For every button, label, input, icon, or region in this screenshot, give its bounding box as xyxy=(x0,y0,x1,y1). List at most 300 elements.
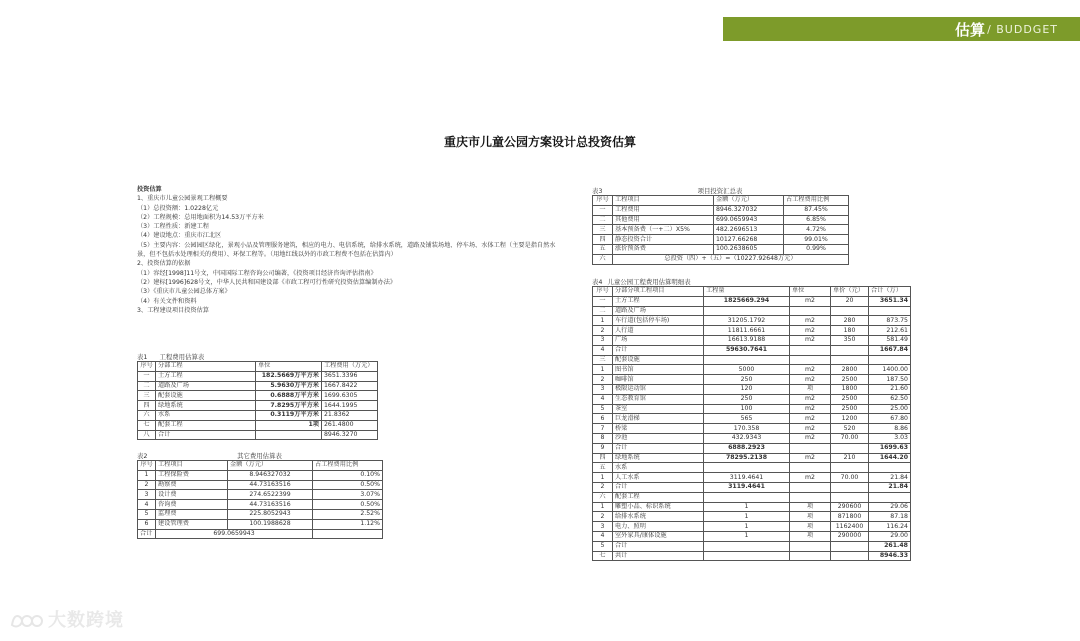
table-cell: 6 xyxy=(138,519,156,529)
table-cell: m2 xyxy=(790,414,831,424)
table-row xyxy=(138,500,383,510)
table-cell: 极限运动馆 xyxy=(613,384,704,394)
table-row xyxy=(138,381,378,391)
table-cell: 290600 xyxy=(831,502,869,512)
table-cell: 2 xyxy=(593,326,613,336)
table4-label: 表4 xyxy=(592,278,603,286)
table-cell: 1800 xyxy=(831,384,869,394)
table-cell: 道路及广场 xyxy=(613,306,704,316)
banner-subtitle: / BUDDGET xyxy=(987,22,1058,36)
table-row xyxy=(593,365,911,375)
table-cell: 图书馆 xyxy=(613,365,704,375)
table-cell: 五 xyxy=(593,463,613,473)
intro-line: （2）建标[1996]628号文，中华人民共和国建设部《市政工程可行性研究投资估算编制办法》 xyxy=(137,278,397,286)
table-cell: 7.8295万平方米 xyxy=(256,401,322,411)
table-cell: 人工水系 xyxy=(613,473,704,483)
table-cell: 咨询费 xyxy=(156,500,228,510)
table-cell: 3119.4641 xyxy=(704,473,790,483)
intro-line: （3）工程性质：新建工程 xyxy=(137,223,209,231)
table-cell: 699.0659943 xyxy=(714,215,784,225)
table-cell: 187.50 xyxy=(869,375,911,385)
table-header-row xyxy=(593,287,911,297)
table2-caption xyxy=(137,451,382,460)
table-cell: 项 xyxy=(790,531,831,541)
table-cell: 3 xyxy=(593,335,613,345)
table-cell: 1644.1995 xyxy=(322,401,378,411)
watermark-text: 大数跨境 xyxy=(48,610,124,631)
table-cell: 1 xyxy=(704,531,790,541)
table-cell: 5.9630万平方米 xyxy=(256,381,322,391)
table-cell: 31205.1792 xyxy=(704,316,790,326)
table-cell: 桥梁 xyxy=(613,424,704,434)
table-cell: 绿地系统 xyxy=(613,453,704,463)
column-header: 金额（万元） xyxy=(714,196,784,206)
table-total-row xyxy=(138,529,383,539)
table-cell: 210 xyxy=(831,453,869,463)
table-cell: 170.358 xyxy=(704,424,790,434)
table-cell: 2 xyxy=(593,482,613,492)
table-cell: 广场 xyxy=(613,335,704,345)
column-header: 序号 xyxy=(593,287,613,297)
table1-title: 工程费用估算表 xyxy=(159,353,205,361)
table-cell: 四 xyxy=(138,401,156,411)
table-cell: 212.61 xyxy=(869,326,911,336)
watermark xyxy=(10,606,124,632)
table-row xyxy=(593,551,911,561)
table-cell xyxy=(790,492,831,502)
table-row xyxy=(138,391,378,401)
table-cell: 520 xyxy=(831,424,869,434)
table-row xyxy=(138,490,383,500)
table-cell xyxy=(790,541,831,551)
table-cell: 3.03 xyxy=(869,433,911,443)
table-cell: 设计费 xyxy=(156,490,228,500)
table-cell: m2 xyxy=(790,433,831,443)
table-cell xyxy=(869,463,911,473)
table-cell: 565 xyxy=(704,414,790,424)
table-cell: 5 xyxy=(593,404,613,414)
table-cell: 873.75 xyxy=(869,316,911,326)
table-row xyxy=(593,306,911,316)
table-cell: 室外家具/康体设施 xyxy=(613,531,704,541)
table-cell: 2500 xyxy=(831,404,869,414)
column-header: 合计（万） xyxy=(869,287,911,297)
other-cost-table xyxy=(137,460,383,539)
table-row xyxy=(593,235,849,245)
table-cell: 0.3119万平方米 xyxy=(256,410,322,420)
table-cell xyxy=(256,430,322,440)
table-cell xyxy=(869,306,911,316)
table-cell: 0.50% xyxy=(313,500,383,510)
intro-line: （2）工程规模：总用地面积为14.53万平方米 xyxy=(137,213,264,221)
table-cell: 茶室 xyxy=(613,404,704,414)
table-cell: 配套工程 xyxy=(613,492,704,502)
table-cell: 咖啡馆 xyxy=(613,375,704,385)
table2-label: 表2 xyxy=(137,452,148,460)
table-cell: 2 xyxy=(593,512,613,522)
column-header: 工程项目 xyxy=(156,461,228,471)
table-row xyxy=(593,244,849,254)
table-cell: 八 xyxy=(138,430,156,440)
table-cell: 5 xyxy=(593,541,613,551)
table-cell: 配套工程 xyxy=(156,420,256,430)
table-cell: 250 xyxy=(704,394,790,404)
table-cell: 3651.34 xyxy=(869,296,911,306)
table-cell: 2 xyxy=(593,375,613,385)
intro-line: 1、重庆市儿童公园景观工程概要 xyxy=(137,195,228,203)
table-cell: 120 xyxy=(704,384,790,394)
table-cell xyxy=(790,306,831,316)
table-row xyxy=(593,433,911,443)
table-cell: 工程费用 xyxy=(613,205,714,215)
table-cell: 8946.3270 xyxy=(322,430,378,440)
table-cell: 基本预备费（一+二）X5% xyxy=(613,225,714,235)
table-cell: 土方工程 xyxy=(613,296,704,306)
table-cell xyxy=(704,551,790,561)
table-row xyxy=(593,453,911,463)
table-cell: 0.10% xyxy=(313,470,383,480)
banner-title: 估算 xyxy=(955,20,986,39)
column-header: 占工程费用比例 xyxy=(313,461,383,471)
table-cell xyxy=(869,355,911,365)
table-cell xyxy=(790,482,831,492)
table-cell: 六 xyxy=(593,492,613,502)
table-cell xyxy=(831,463,869,473)
table-cell: 1 xyxy=(704,502,790,512)
table-row xyxy=(593,463,911,473)
table3-caption xyxy=(592,186,848,195)
table3-label: 表3 xyxy=(592,187,603,195)
table-row xyxy=(593,316,911,326)
table-cell: 1699.6305 xyxy=(322,391,378,401)
table-cell: 一 xyxy=(593,296,613,306)
table-cell: 100.2638605 xyxy=(714,244,784,254)
table-row xyxy=(593,492,911,502)
table-cell: 8.946327032 xyxy=(228,470,313,480)
table-cell: 116.24 xyxy=(869,522,911,532)
table-cell: 生态教育馆 xyxy=(613,394,704,404)
table-cell: m2 xyxy=(790,365,831,375)
table-cell: 482.2696513 xyxy=(714,225,784,235)
table-row xyxy=(593,384,911,394)
table-cell: 1项 xyxy=(256,420,322,430)
table-cell: 1 xyxy=(593,316,613,326)
table-cell: 配套设施 xyxy=(156,391,256,401)
table-row xyxy=(593,443,911,453)
table-cell: 225.8052943 xyxy=(228,509,313,519)
table-cell: 21.84 xyxy=(869,473,911,483)
table-cell: 2500 xyxy=(831,394,869,404)
table-row xyxy=(138,470,383,480)
table-cell: 6888.2923 xyxy=(704,443,790,453)
table-row xyxy=(593,225,849,235)
table-cell: 290000 xyxy=(831,531,869,541)
column-header: 单位 xyxy=(256,362,322,372)
table-header-row xyxy=(138,362,378,372)
table-cell: 432.9343 xyxy=(704,433,790,443)
table-cell: 共计 xyxy=(613,551,704,561)
table-cell: 1 xyxy=(593,473,613,483)
table-row xyxy=(138,430,378,440)
table-cell: 4 xyxy=(138,500,156,510)
table-cell: 21.84 xyxy=(869,482,911,492)
table-cell: 3 xyxy=(593,522,613,532)
table-row xyxy=(593,502,911,512)
table-cell xyxy=(869,492,911,502)
table-cell xyxy=(704,541,790,551)
table-cell: 0.50% xyxy=(313,480,383,490)
table-cell: 100.1988628 xyxy=(228,519,313,529)
intro-line: （4）建设地点：重庆市江北区 xyxy=(137,232,222,240)
table-cell: 3651.3396 xyxy=(322,371,378,381)
table-cell xyxy=(790,345,831,355)
table-cell: 9 xyxy=(593,443,613,453)
table-cell xyxy=(704,492,790,502)
table-cell: 3 xyxy=(138,490,156,500)
intro-line: （1）总投资额：1.0228亿元 xyxy=(137,204,219,212)
table-cell: 其他费用 xyxy=(613,215,714,225)
table4-caption xyxy=(592,277,910,286)
table-cell: 1667.84 xyxy=(869,345,911,355)
table-cell: 4 xyxy=(593,531,613,541)
cost-detail-table xyxy=(592,286,911,561)
table-row xyxy=(593,531,911,541)
table-cell: 三 xyxy=(593,355,613,365)
watermark-logo-icon xyxy=(10,607,44,631)
table-cell: 合计 xyxy=(613,482,704,492)
table-cell: 绿地系统 xyxy=(156,401,256,411)
column-header: 序号 xyxy=(138,461,156,471)
table2-title: 其它费用估算表 xyxy=(237,452,282,460)
table-cell: 2 xyxy=(138,480,156,490)
table-cell: 工程保险费 xyxy=(156,470,228,480)
table-cell: 871800 xyxy=(831,512,869,522)
table-cell: 5 xyxy=(138,509,156,519)
table-cell: 87.18 xyxy=(869,512,911,522)
table-cell: 项 xyxy=(790,512,831,522)
table-cell: 21.8362 xyxy=(322,410,378,420)
table-cell: 7 xyxy=(593,424,613,434)
table-row xyxy=(593,296,911,306)
table-cell: 水系 xyxy=(613,463,704,473)
table-cell: 100 xyxy=(704,404,790,414)
table-cell: 21.60 xyxy=(869,384,911,394)
table-row xyxy=(593,473,911,483)
table1-caption xyxy=(137,352,377,361)
table-cell: 2.52% xyxy=(313,509,383,519)
table-cell: 项 xyxy=(790,384,831,394)
table-row xyxy=(593,404,911,414)
table-cell: m2 xyxy=(790,394,831,404)
table-cell: 1 xyxy=(138,470,156,480)
table-cell: 涨价预备费 xyxy=(613,244,714,254)
table-cell: 70.00 xyxy=(831,433,869,443)
table-cell: 1 xyxy=(704,512,790,522)
table-cell: 182.5669万平方米 xyxy=(256,371,322,381)
intro-text xyxy=(137,185,557,315)
engineering-cost-table xyxy=(137,361,378,440)
total-number: 六 xyxy=(593,254,613,264)
table-cell: 67.80 xyxy=(869,414,911,424)
column-header: 序号 xyxy=(593,196,613,206)
table-cell: 581.49 xyxy=(869,335,911,345)
table-row xyxy=(138,420,378,430)
table-row xyxy=(593,326,911,336)
table-cell: 59630.7641 xyxy=(704,345,790,355)
table-row xyxy=(593,541,911,551)
table-cell: m2 xyxy=(790,473,831,483)
table-cell xyxy=(790,443,831,453)
table-cell: 人行道 xyxy=(613,326,704,336)
table-cell: 三 xyxy=(593,225,613,235)
table4-title: 儿童公园工程费用估算明细表 xyxy=(607,278,691,286)
table-cell: 电力、照明 xyxy=(613,522,704,532)
intro-line: （3）《重庆市儿童公园总体方案》 xyxy=(137,288,231,296)
table-cell: 建设管理费 xyxy=(156,519,228,529)
table-cell: 合计 xyxy=(613,443,704,453)
table-cell: 土方工程 xyxy=(156,371,256,381)
table-row xyxy=(138,509,383,519)
table-cell: 10127.66268 xyxy=(714,235,784,245)
table-cell xyxy=(704,463,790,473)
column-header: 金额（万元） xyxy=(228,461,313,471)
table-cell: 0.6888万平方米 xyxy=(256,391,322,401)
table-row xyxy=(138,480,383,490)
table-cell: 静态投资合计 xyxy=(613,235,714,245)
table-cell: 二 xyxy=(593,306,613,316)
table-cell: 五 xyxy=(593,244,613,254)
table-cell: 四 xyxy=(593,453,613,463)
table-cell: 项 xyxy=(790,522,831,532)
column-header: 工程量 xyxy=(704,287,790,297)
table-cell: 62.50 xyxy=(869,394,911,404)
table-cell xyxy=(831,541,869,551)
table-cell: 1162400 xyxy=(831,522,869,532)
table-cell xyxy=(831,443,869,453)
table-cell: 4.72% xyxy=(784,225,849,235)
table-cell: 11811.6661 xyxy=(704,326,790,336)
column-header: 占工程费用比例 xyxy=(784,196,849,206)
table-cell xyxy=(704,306,790,316)
table-cell: m2 xyxy=(790,296,831,306)
table-cell: 8946.33 xyxy=(869,551,911,561)
table-cell: 合计 xyxy=(613,345,704,355)
table-cell: m2 xyxy=(790,453,831,463)
table-cell: m2 xyxy=(790,316,831,326)
intro-line: 3、工程建设项目投资估算 xyxy=(137,306,209,314)
table3-title: 项目投资汇总表 xyxy=(697,187,743,195)
column-header: 分部工程 xyxy=(156,362,256,372)
table-cell: m2 xyxy=(790,326,831,336)
column-header: 工程项目 xyxy=(613,196,714,206)
table-cell xyxy=(831,492,869,502)
table-cell: 6 xyxy=(593,414,613,424)
table-cell: 280 xyxy=(831,316,869,326)
table-row xyxy=(593,345,911,355)
table-cell: 1825669.294 xyxy=(704,296,790,306)
table-cell: 1699.63 xyxy=(869,443,911,453)
table-cell: 1644.20 xyxy=(869,453,911,463)
table-cell: 16613.9188 xyxy=(704,335,790,345)
table-cell: 78295.2138 xyxy=(704,453,790,463)
table-cell: 1400.00 xyxy=(869,365,911,375)
column-header: 单价（元） xyxy=(831,287,869,297)
table-cell: 监理费 xyxy=(156,509,228,519)
table-cell: 水系 xyxy=(156,410,256,420)
table-cell: 87.45% xyxy=(784,205,849,215)
table-cell: 合计 xyxy=(613,541,704,551)
table-row xyxy=(593,355,911,365)
table-cell xyxy=(790,551,831,561)
table-cell: 180 xyxy=(831,326,869,336)
table-cell: 2800 xyxy=(831,365,869,375)
table-cell: 七 xyxy=(593,551,613,561)
table-cell: 3 xyxy=(593,384,613,394)
table-row xyxy=(593,394,911,404)
table-row xyxy=(593,375,911,385)
table-row xyxy=(593,205,849,215)
table-cell xyxy=(831,306,869,316)
table-row xyxy=(593,512,911,522)
document-title: 重庆市儿童公园方案设计总投资估算 xyxy=(443,135,636,149)
table-header-row xyxy=(593,196,849,206)
table-cell: 4 xyxy=(593,394,613,404)
table-cell: 5000 xyxy=(704,365,790,375)
table-cell: 车行道(包括停车场) xyxy=(613,316,704,326)
table-cell: 44.73163516 xyxy=(228,500,313,510)
table-cell: 六 xyxy=(138,410,156,420)
table-cell: 4 xyxy=(593,345,613,355)
table-cell: 三 xyxy=(138,391,156,401)
column-header: 分部分项工程项目 xyxy=(613,287,704,297)
intro-line: 2、投资估算的依据 xyxy=(137,260,191,268)
table-cell: 合计 xyxy=(156,430,256,440)
table-cell: 70.00 xyxy=(831,473,869,483)
table-cell: 1 xyxy=(704,522,790,532)
table-cell: 配套设施 xyxy=(613,355,704,365)
table-cell: 8946.327032 xyxy=(714,205,784,215)
table-row xyxy=(593,424,911,434)
table-cell: 沙池 xyxy=(613,433,704,443)
table-cell: m2 xyxy=(790,404,831,414)
table-row xyxy=(593,414,911,424)
table-cell: 261.48 xyxy=(869,541,911,551)
total-label: 合计 xyxy=(138,529,156,539)
table-cell: 1200 xyxy=(831,414,869,424)
table-cell xyxy=(831,551,869,561)
table-cell: 一 xyxy=(138,371,156,381)
table-cell: 四 xyxy=(593,235,613,245)
intro-line: （4）有关文件和资料 xyxy=(137,297,197,305)
table-cell: 3.07% xyxy=(313,490,383,500)
table-cell: 29.00 xyxy=(869,531,911,541)
table-cell: 0.99% xyxy=(784,244,849,254)
table-cell: 2500 xyxy=(831,375,869,385)
table-cell: 250 xyxy=(704,375,790,385)
table-cell: 二 xyxy=(593,215,613,225)
table-cell: 1 xyxy=(593,502,613,512)
table-cell: 七 xyxy=(138,420,156,430)
table-row xyxy=(593,522,911,532)
table-cell xyxy=(313,529,383,539)
table-cell: 给排水系统 xyxy=(613,512,704,522)
table-cell: 项 xyxy=(790,502,831,512)
table-cell xyxy=(831,355,869,365)
table-row xyxy=(593,335,911,345)
column-header: 工程费用（万元） xyxy=(322,362,378,372)
column-header: 单位 xyxy=(790,287,831,297)
table-cell: 1667.8422 xyxy=(322,381,378,391)
